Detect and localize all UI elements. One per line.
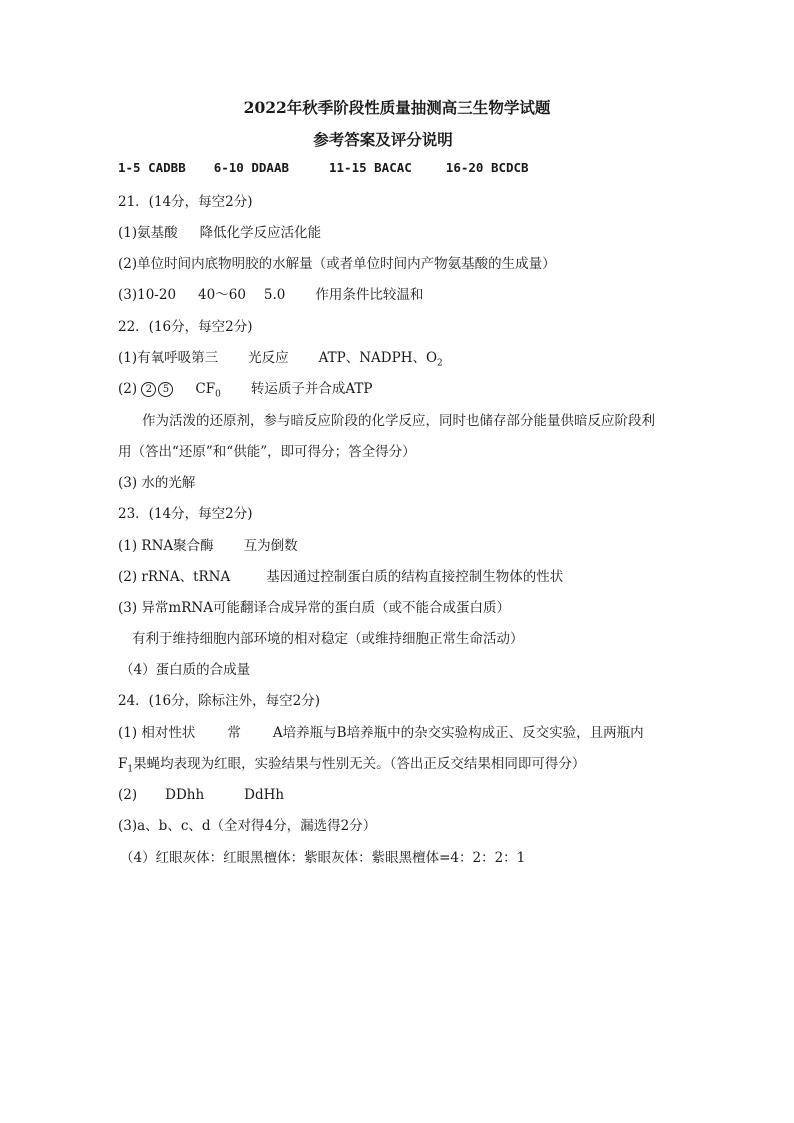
answer-text: (1)有氧呼吸第三 [118,350,219,366]
answer-text: 转运质子并合成ATP [250,381,373,397]
q22-answer-2: (2) 2 5 $CF_0$ 转运质子并合成ATP [118,381,373,400]
answer-text: 光反应 [248,350,289,366]
q23-answer-2 [118,568,563,586]
answer-text: 降低化学反应活化能 [199,225,322,241]
answer-text: (2) rRNA、tRNA [118,569,231,585]
answer-text: (1) RNA聚合酶 [118,538,214,554]
q23-answer-4: （4）蛋白质的合成量 [120,662,251,678]
q22-header: 22．(16分，每空2分) [118,319,253,335]
q23-header: 23．(14分，每空2分) [118,506,253,522]
q22-answer-2-explanation: 作为活泼的还原剂，参与暗反应阶段的化学反应，同时也储存部分能量供暗反应阶段利 [142,413,655,429]
answer-text: 40～60 [198,287,246,303]
choice-answers [118,160,529,175]
q24-header: 24．(16分，除标注外，每空2分) [118,693,320,709]
choice-answer-group: 6-10 DDAAB [213,160,289,175]
answer-text: CF [195,381,216,397]
answer-text: 互为倒数 [243,538,298,554]
answer-text: 作用条件比较温和 [315,287,424,303]
answer-text: 常 [227,725,241,741]
q24-answer-2 [118,786,284,804]
answer-text: ATP、NADPH、O [318,350,438,366]
q23-answer-3-cont: 有利于维持细胞内部环境的相对稳定（或维持细胞正常生命活动） [132,631,524,647]
answer-text: DDhh [165,787,205,803]
answer-text: (2) [118,381,138,397]
answer-text: F [118,756,128,772]
choice-answer-group: 1-5 CADBB [118,160,186,175]
q24-answer-4: （4）红眼灰体：红眼黑檀体：紫眼灰体：紫眼黑檀体=4：2：2：1 [120,850,526,866]
circled-number: 5 [158,382,173,397]
q21-answer-3 [118,286,423,304]
answer-text: (1) 相对性状 [118,725,196,741]
answer-text: DdHh [244,787,285,803]
q23-answer-1 [118,537,298,555]
q22-answer-1: (1)有氧呼吸第三 光反应 ATP、NADPH、$O_2$ [118,350,443,369]
q24-answer-1 [118,724,644,742]
answer-text: 5.0 [263,287,286,303]
q21-header: 21．(14分，每空2分) [118,194,253,210]
document-title: 2022年秋季阶段性质量抽测高三生物学试题 [243,98,551,117]
answer-text: A培养瓶与B培养瓶中的杂交实验构成正、反交实验，且两瓶内 [272,725,644,741]
answer-text: 基因通过控制蛋白质的结构直接控制生物体的性状 [266,569,564,585]
q21-answer-2: (2)单位时间内底物明胶的水解量（或者单位时间内产物氨基酸的生成量） [118,256,556,272]
document-subtitle: 参考答案及评分说明 [313,130,453,149]
q24-answer-1-cont: $F_1$果蝇均表现为红眼，实验结果与性别无关。（答出正反交结果相同即可得分） [118,756,586,775]
circled-number: 2 [141,382,156,397]
q22-answer-2-explanation-cont: 用（答出“还原”和“供能”，即可得分；答全得分） [118,444,416,460]
answer-text: (2) [118,787,138,803]
q21-answer-1 [118,224,321,242]
answer-text: (1)氨基酸 [118,225,178,241]
q23-answer-3: (3) 异常mRNA可能翻译合成异常的蛋白质（或不能合成蛋白质） [118,600,510,616]
choice-answer-group: 16-20 BCDCB [445,160,529,175]
answer-text: (3)10-20 [118,287,177,303]
choice-answer-group: 11-15 BACAC [329,160,412,175]
answer-text: 果蝇均表现为红眼，实验结果与性别无关。（答出正反交结果相同即可得分） [133,756,586,772]
q24-answer-3: (3)a、b、c、d（全对得4分，漏选得2分） [118,818,377,834]
q22-answer-3: (3) 水的光解 [118,475,196,491]
